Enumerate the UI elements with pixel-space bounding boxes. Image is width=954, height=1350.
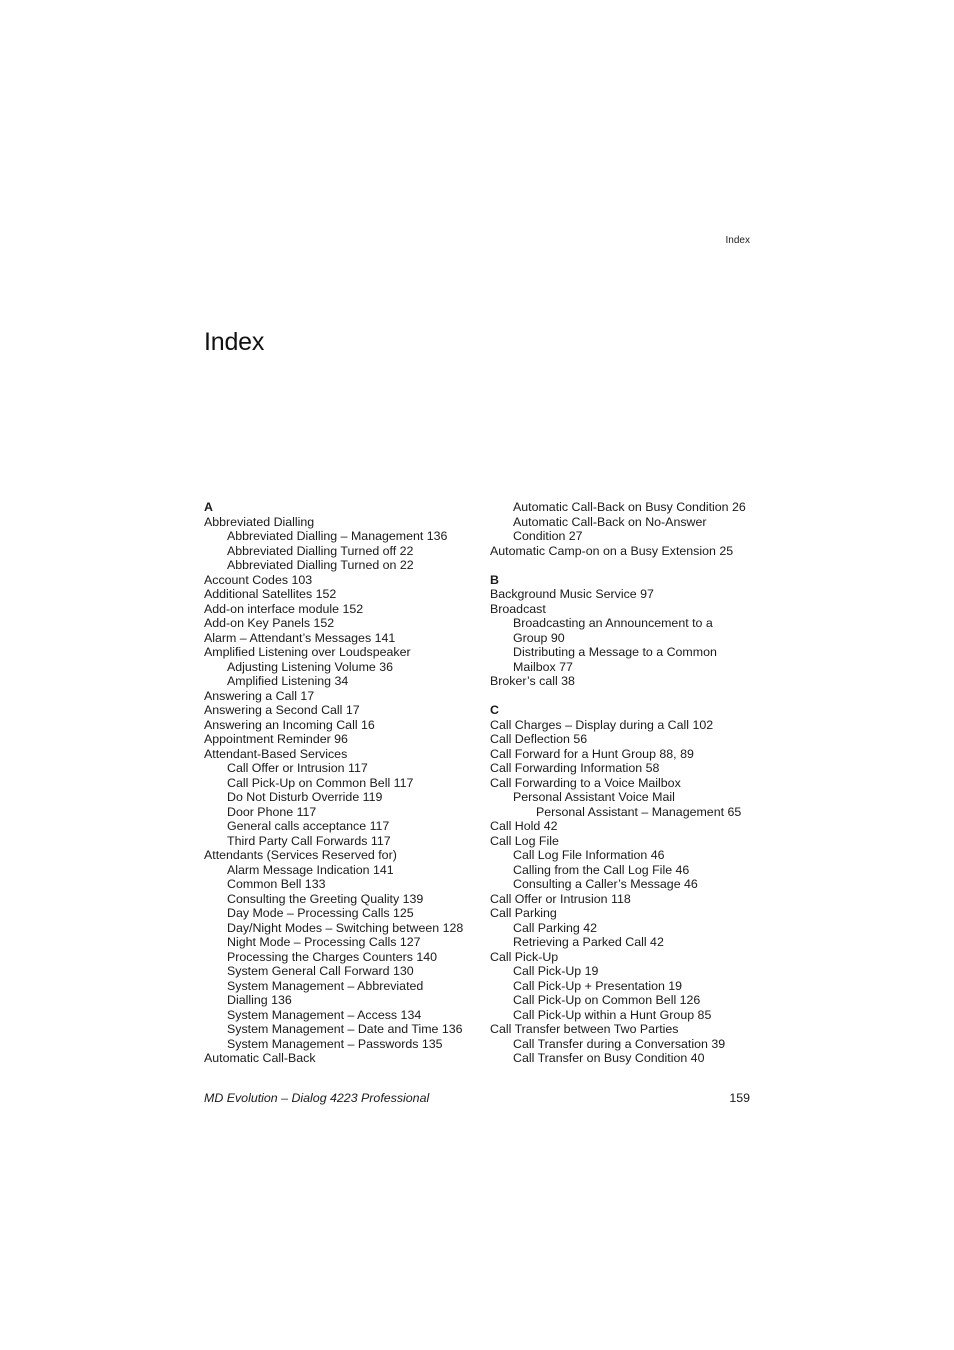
index-subentry: System Management – Access 134 [227, 1007, 422, 1022]
index-subentry: Call Pick-Up 19 [513, 964, 599, 978]
index-subentry: Automatic Call-Back on Busy Condition 26 [513, 500, 746, 514]
index-column-left [204, 500, 494, 1066]
page-number: 159 [729, 1091, 750, 1105]
index-entry: Attendants (Services Reserved for) [204, 848, 397, 862]
index-subentry: Dialling 136 [227, 993, 292, 1007]
index-subentry: Mailbox 77 [513, 659, 573, 674]
page-title: Index [204, 328, 265, 356]
index-entry: Call Deflection 56 [490, 732, 588, 746]
index-section-letter: A [204, 500, 213, 514]
index-subentry: System Management – Abbreviated [227, 978, 424, 993]
index-entry: Add-on interface module 152 [204, 601, 364, 616]
index-subentry: Call Pick-Up on Common Bell 126 [513, 993, 701, 1007]
index-entry: Add-on Key Panels 152 [204, 616, 335, 630]
index-subentry: Condition 27 [513, 529, 583, 543]
index-subentry: Call Log File Information 46 [513, 848, 665, 862]
index-entry: Call Transfer between Two Parties [490, 1022, 679, 1036]
index-entry: Call Charges – Display during a Call 102 [490, 717, 714, 732]
index-subentry: Call Transfer during a Conversation 39 [513, 1036, 726, 1051]
section-gap [490, 558, 760, 573]
index-entry: Appointment Reminder 96 [204, 732, 348, 746]
footer-document-title: MD Evolution – Dialog 4223 Professional [204, 1091, 430, 1105]
index-column-right [490, 500, 760, 1066]
index-subentry: Personal Assistant Voice Mail [513, 790, 675, 804]
index-subentry: Abbreviated Dialling Turned off 22 [227, 543, 414, 558]
index-subentry: Abbreviated Dialling Turned on 22 [227, 558, 414, 572]
index-subentry: Consulting a Caller’s Message 46 [513, 877, 698, 891]
index-entry: Additional Satellites 152 [204, 587, 337, 601]
index-subentry: Amplified Listening 34 [227, 674, 349, 688]
index-entry: Call Forward for a Hunt Group 88, 89 [490, 746, 694, 761]
index-subentry: System Management – Date and Time 136 [227, 1022, 463, 1036]
index-entry: Attendant-Based Services [204, 746, 348, 761]
index-subentry: Call Parking 42 [513, 920, 598, 935]
section-gap [490, 689, 760, 704]
index-subentry: System Management – Passwords 135 [227, 1036, 443, 1051]
index-subentry: Call Pick-Up + Presentation 19 [513, 978, 683, 993]
index-entry: Broadcast [490, 601, 546, 616]
running-header: Index [725, 235, 750, 246]
index-entry: Call Offer or Intrusion 118 [490, 891, 631, 906]
index-subentry: Call Pick-Up within a Hunt Group 85 [513, 1007, 712, 1022]
index-entry: Abbreviated Dialling [204, 514, 315, 529]
index-subentry: System General Call Forward 130 [227, 964, 414, 978]
index-subentry: Do Not Disturb Override 119 [227, 790, 383, 804]
index-subentry: Door Phone 117 [227, 804, 317, 819]
index-entry: Answering a Call 17 [204, 688, 315, 703]
index-subentry: Abbreviated Dialling – Management 136 [227, 529, 448, 543]
index-subentry: Automatic Call-Back on No-Answer [513, 514, 707, 529]
index-entry: Call Parking [490, 906, 557, 920]
index-subentry: Retrieving a Parked Call 42 [513, 935, 664, 949]
index-subentry: Call Transfer on Busy Condition 40 [513, 1051, 705, 1065]
index-subentry: Day/Night Modes – Switching between 128 [227, 920, 464, 935]
index-subentry: Common Bell 133 [227, 877, 326, 891]
index-entry: Account Codes 103 [204, 572, 313, 587]
index-entry: Call Forwarding to a Voice Mailbox [490, 775, 681, 790]
index-entry: Automatic Call-Back [204, 1051, 316, 1065]
index-subentry: Alarm Message Indication 141 [227, 862, 394, 877]
index-subentry: Processing the Charges Counters 140 [227, 949, 438, 964]
index-subentry: Call Pick-Up on Common Bell 117 [227, 775, 414, 790]
index-section-letter: C [490, 703, 499, 717]
index-subentry: Group 90 [513, 630, 565, 645]
index-entry: Call Log File [490, 833, 559, 848]
index-subentry: Calling from the Call Log File 46 [513, 862, 690, 877]
index-subentry: Personal Assistant – Management 65 [536, 804, 742, 819]
index-subentry: General calls acceptance 117 [227, 819, 390, 833]
index-section-letter: B [490, 572, 499, 587]
index-entry: Answering an Incoming Call 16 [204, 717, 375, 732]
index-entry: Alarm – Attendant’s Messages 141 [204, 630, 396, 645]
index-entry: Call Forwarding Information 58 [490, 761, 660, 775]
index-subentry: Day Mode – Processing Calls 125 [227, 906, 414, 920]
index-subentry: Distributing a Message to a Common [513, 645, 717, 659]
index-subentry: Night Mode – Processing Calls 127 [227, 935, 421, 949]
index-entry: Answering a Second Call 17 [204, 703, 360, 717]
index-subentry: Broadcasting an Announcement to a [513, 616, 713, 630]
index-entry: Automatic Camp-on on a Busy Extension 25 [490, 543, 734, 558]
index-subentry: Consulting the Greeting Quality 139 [227, 891, 424, 906]
index-entry: Call Pick-Up [490, 949, 559, 964]
index-subentry: Third Party Call Forwards 117 [227, 833, 391, 848]
index-subentry: Adjusting Listening Volume 36 [227, 659, 394, 674]
index-entry: Broker’s call 38 [490, 674, 575, 688]
index-entry: Call Hold 42 [490, 819, 558, 833]
index-entry: Amplified Listening over Loudspeaker [204, 645, 411, 659]
index-subentry: Call Offer or Intrusion 117 [227, 761, 368, 775]
index-entry: Background Music Service 97 [490, 587, 654, 601]
